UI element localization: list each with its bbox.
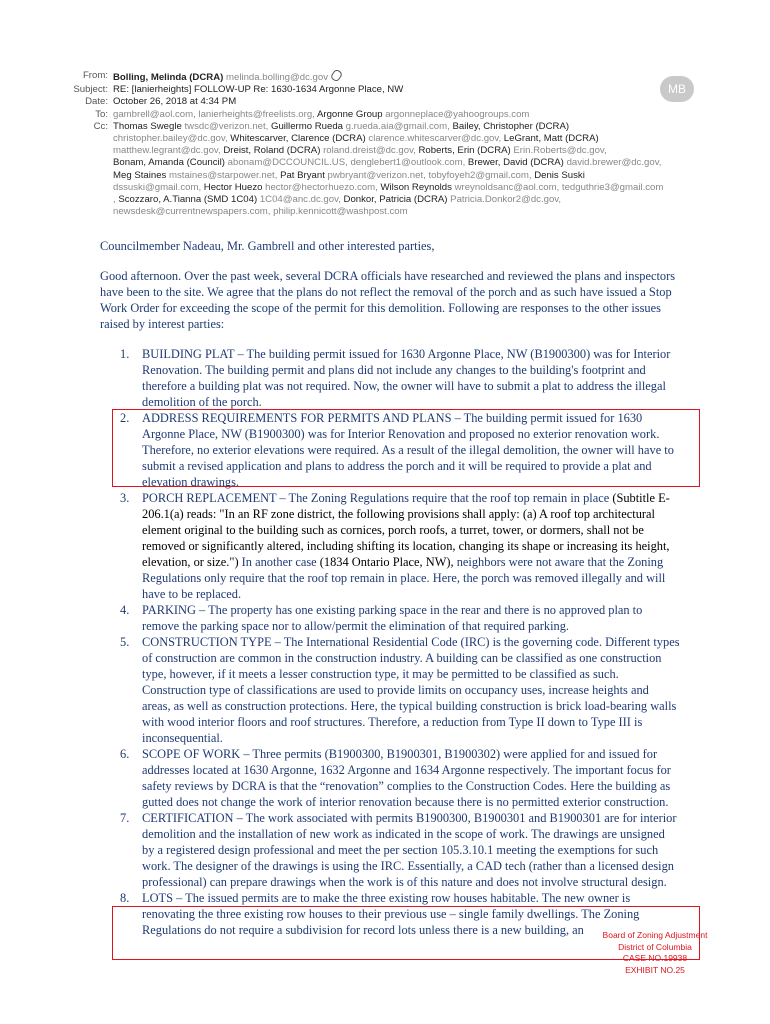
- cc-row: [0, 121, 770, 219]
- cc-recipient-email[interactable]: ,: [113, 194, 116, 206]
- cc-label: Cc:: [93, 120, 108, 132]
- cc-line: [113, 194, 730, 206]
- to-emails[interactable]: gambrell@aol.com, lanierheights@freelists.org,: [113, 108, 315, 120]
- cc-line: [113, 145, 730, 157]
- list-item: 7. CERTIFICATION – The work associated with permits B1900300, B1900301 and B1900301 are for interior demolition and the installation of new work as indicated in the scope of work. The drawings are unsigned by a registered design professional and meet the per section 105.3.10.1 meeting the exemptions for such work. The designer of the drawings is using the IRC. Essentially, a CAD tech (rather than a licensed design professional) can prepare drawings when the work is of this nature and does not involve structural design.: [120, 811, 677, 889]
- date-text: October 26, 2018 at 4:34 PM: [113, 96, 237, 108]
- cc-recipient-email[interactable]: christopher.bailey@dc.gov,: [113, 133, 228, 145]
- cc-recipient-email[interactable]: matthew.legrant@dc.gov,: [113, 145, 221, 157]
- cc-recipient-email[interactable]: roland.dreist@dc.gov,: [323, 145, 416, 157]
- stamp-line: CASE NO.19938: [622, 953, 688, 963]
- cc-line: [113, 170, 730, 182]
- to-row: [0, 109, 770, 121]
- subject-label: Subject:: [73, 84, 108, 96]
- cc-recipient-name[interactable]: Thomas Swegle: [113, 120, 182, 132]
- cc-recipient-name[interactable]: Hector Huezo: [203, 181, 263, 193]
- cc-recipient-email[interactable]: g.rueda.aia@gmail.com,: [345, 120, 450, 132]
- cc-recipients: [113, 121, 770, 219]
- cc-line: [113, 121, 730, 133]
- cc-line: [113, 206, 730, 218]
- cc-recipient-email[interactable]: david.brewer@dc.gov,: [566, 157, 662, 169]
- to-label: To:: [95, 108, 108, 120]
- cc-recipient-name[interactable]: Wilson Reynolds: [380, 181, 452, 193]
- highlight-box-item-2: [112, 409, 700, 487]
- date-label: Date:: [85, 96, 108, 108]
- list-item: 2. ADDRESS REQUIREMENTS FOR PERMITS AND PLANS – The building permit issued for 1630 Argonne Place, NW (B1900300) was for Interior Renovation and proposed no exterior renovation work. Therefore, no exterior elevations were required. As a result of the illegal demolition, the owner will have to submit a revised application and plans to address the porch and it will be required to provide a plat and elevation drawings.: [120, 411, 674, 489]
- to-recipient-email[interactable]: argonneplace@yahoogroups.com: [385, 108, 530, 120]
- sender-email[interactable]: melinda.bolling@dc.gov: [226, 72, 329, 83]
- cc-recipient-name[interactable]: Bonam, Amanda (Council): [113, 157, 225, 169]
- cc-recipient-name[interactable]: Denis Suski: [534, 169, 585, 181]
- list-item: 3. PORCH REPLACEMENT – The Zoning Regulations require that the roof top remain in place (Subtitle E-206.1(a) reads: "In an RF zone district, the following provisions shall apply: (a) A roof top architectural element original to the building such as cornices, porch roofs, a turret, tower, or dormers, shall not be removed or significantly altered, including shifting its location, changing its shape or increasing its height, elevation, or size.") In another case (1834 Ontario Place, NW), neighbors were not aware that the Zoning Regulations only require that the roof top remain in place. Here, the porch was removed illegally and will have to be replaced.: [120, 491, 670, 601]
- stamp-line: EXHIBIT NO.25: [625, 964, 685, 975]
- exhibit-stamp: [600, 930, 710, 976]
- cc-recipient-email[interactable]: newsdesk@currentnewspapers.com, philip.kennicott@washpost.com: [113, 206, 408, 218]
- cc-recipient-name[interactable]: Meg Staines: [113, 169, 167, 181]
- list-item: 6. SCOPE OF WORK – Three permits (B1900300, B1900301, B1900302) were applied for and issued for addresses located at 1630 Argonne, 1632 Argonne and 1634 Argonne respectively. The important focus for safety reviews by DCRA is that the “renovation” complies to the Construction Codes. Here the building as gutted does not change the work of interior renovation because there is no permitted exterior construction.: [120, 747, 671, 809]
- from-label: From:: [82, 70, 108, 81]
- cc-recipient-email[interactable]: denglebert1@outlook.com,: [350, 157, 466, 169]
- list-item: 5. CONSTRUCTION TYPE – The International Residential Code (IRC) is the governing code. Different types of construction are common in the construction industry. A building can be classified as one construction type, however, if it meets a lesser construction type, it may be permitted to be classified as such. Construction type of classifications are used to provide limits on occupancy uses, increase heights and areas, as well as construction protections. Here, the typical building construction is brick load-bearing walls with wood interior floors and roof structures. Therefore, a reduction from Type II down to Type III is inconsequential.: [120, 635, 680, 745]
- subject-row: [0, 84, 770, 96]
- cc-recipient-email[interactable]: abonam@DCCOUNCIL.US,: [227, 157, 348, 169]
- cc-line: [113, 157, 730, 169]
- cc-recipient-email[interactable]: twsdc@verizon.net,: [184, 120, 269, 132]
- list-item: 8. LOTS – The issued permits are to make the three existing row houses habitable. The new owner is renovating the three existing row houses to their previous use – single family dwellings. The Zoning Regulations do not require a subdivision for record lots unless there is a new building, an: [120, 891, 640, 937]
- cc-recipient-email[interactable]: wreynoldsanc@aol.com, tedguthrie3@gmail.com: [454, 181, 664, 193]
- cc-recipient-name[interactable]: LeGrant, Matt (DCRA): [503, 133, 599, 145]
- cc-recipient-email[interactable]: mstaines@starpower.net,: [169, 169, 278, 181]
- cc-recipient-email[interactable]: Patricia.Donkor2@dc.gov,: [450, 194, 562, 206]
- from-row: [0, 70, 770, 84]
- cc-line: [113, 182, 730, 194]
- intro-paragraph: Good afternoon. Over the past week, several DCRA officials have researched and reviewed the plans and inspectors have been to the site. We agree that the plans do not reflect the removal of the porch and as such have issued a Stop Work Order for exceeding the scope of the permit for this demolition. Following are responses to the other issues raised by interest parties:: [100, 269, 676, 331]
- stamp-line: District of Columbia: [618, 941, 692, 952]
- greeting: Councilmember Nadeau, Mr. Gambrell and other interested parties,: [100, 239, 435, 253]
- stamp-line: Board of Zoning Adjustment: [602, 930, 708, 940]
- subject-text: RE: [lanierheights] FOLLOW-UP Re: 1630-1634 Argonne Place, NW: [113, 84, 404, 96]
- email-header: [0, 70, 770, 218]
- cc-recipient-name[interactable]: Brewer, David (DCRA): [467, 157, 564, 169]
- cc-line: [113, 133, 730, 145]
- list-item: 4. PARKING – The property has one existing parking space in the rear and there is no approved plan to remove the parking space nor to allow/permit the elimination of that required parking.: [120, 603, 643, 633]
- cc-recipient-name[interactable]: Guillermo Rueda: [271, 120, 343, 132]
- cc-recipient-email[interactable]: clarence.whitescarver@dc.gov,: [368, 133, 502, 145]
- cc-recipient-name[interactable]: Scozzaro, A.Tianna (SMD 1C04): [118, 194, 258, 206]
- cc-recipient-email[interactable]: pwbryant@verizon.net, tobyfoyeh2@gmail.com,: [327, 169, 532, 181]
- list-item: 1. BUILDING PLAT – The building permit issued for 1630 Argonne Place, NW (B1900300) was for Interior Renovation. The building permit and plans did not include any changes to the building's footprint and therefore a building plat was not required. Now, the owner will have to submit a plat to address the illegal demolition of the porch.: [120, 347, 671, 409]
- case-reference: (1834 Ontario Place, NW),: [319, 555, 454, 569]
- cc-recipient-name[interactable]: Whitescarver, Clarence (DCRA): [230, 133, 366, 145]
- zoning-quote: (Subtitle E-206.1(a) reads: "In an RF zone district, the following provisions shall apply: (a) A roof top architectural element original to the building such as cornices, porch roofs, a turret, tower, or dormers, shall not be removed or significantly altered, including shifting its location, changing its shape or increasing its height, elevation, or size."): [142, 491, 670, 569]
- cc-recipient-email[interactable]: hector@hectorhuezo.com,: [265, 181, 378, 193]
- cc-recipient-email[interactable]: 1C04@anc.dc.gov,: [259, 194, 341, 206]
- cc-recipient-name[interactable]: Donkor, Patricia (DCRA): [343, 194, 448, 206]
- attachment-paperclip-icon[interactable]: [330, 68, 344, 82]
- cc-recipient-email[interactable]: dssuski@gmail.com,: [113, 181, 202, 193]
- email-body: [100, 238, 680, 938]
- cc-recipient-email[interactable]: Erin.Roberts@dc.gov,: [513, 145, 607, 157]
- date-row: [0, 96, 770, 108]
- cc-recipient-name[interactable]: Dreist, Roland (DCRA): [223, 145, 321, 157]
- sender-name[interactable]: Bolling, Melinda (DCRA): [113, 72, 224, 83]
- to-recipient-name[interactable]: Argonne Group: [316, 108, 383, 120]
- sender-avatar: MB: [660, 76, 694, 102]
- cc-recipient-name[interactable]: Roberts, Erin (DCRA): [418, 145, 511, 157]
- cc-recipient-name[interactable]: Bailey, Christopher (DCRA): [452, 120, 570, 132]
- cc-recipient-name[interactable]: Pat Bryant: [280, 169, 325, 181]
